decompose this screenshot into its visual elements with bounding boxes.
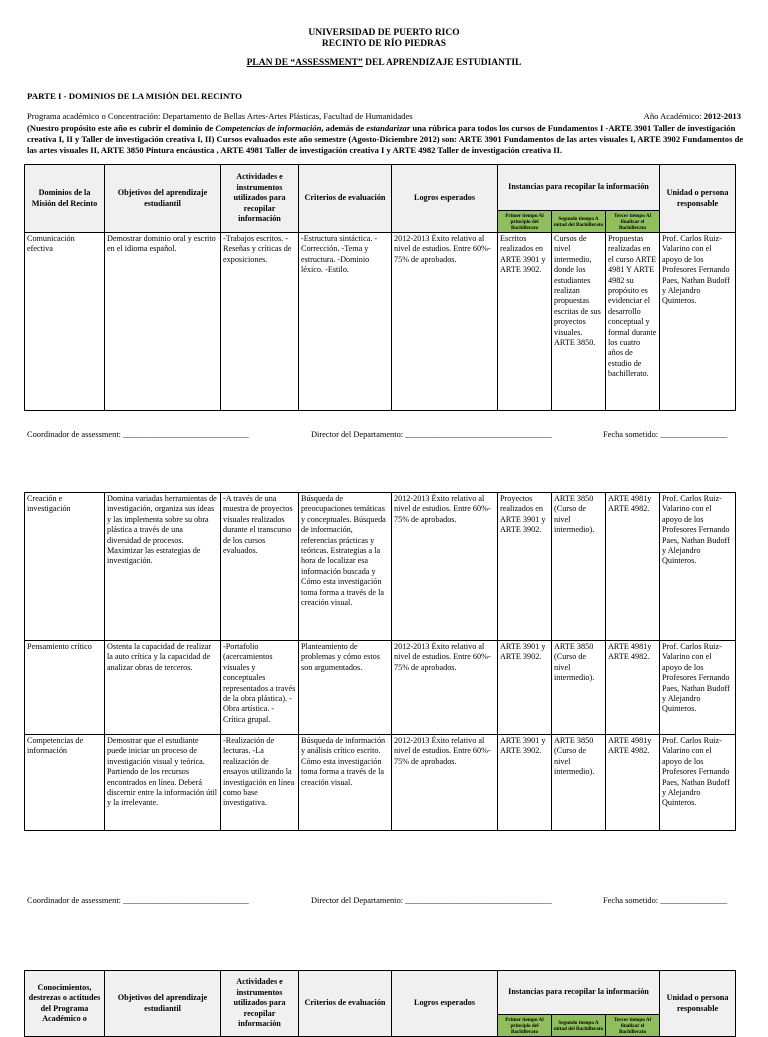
cell-domain: Competencias de información bbox=[25, 735, 105, 831]
assessment-table-2 bbox=[24, 492, 736, 831]
academic-year-value: 2012-2013 bbox=[703, 111, 741, 121]
cell-second-time: ARTE 3850 (Curso de nivel intermedio). bbox=[552, 641, 606, 735]
academic-year bbox=[644, 111, 741, 121]
cell-criteria: -Estructura sintáctica. -Corrección. -Tema y estructura. -Dominio léxico. -Estilo. bbox=[299, 233, 392, 411]
header-first-time: Primer tiempo Al principio del Bachillerato bbox=[498, 211, 552, 233]
header-objectives: Objetivos del aprendizaje estudiantil bbox=[105, 165, 221, 233]
coordinator-signature: Coordinador de assessment: ______________________________ bbox=[27, 430, 249, 439]
header-knowledge: Conocimientos, destrezas o actitudes del Programa Académico o bbox=[25, 971, 105, 1037]
coordinator-signature: Coordinador de assessment: ______________________________ bbox=[27, 896, 249, 905]
cell-activities: -Portafolio (acercamientos visuales y conceptuales representados a través de la obra plástica). -Obra artística. -Crítica grupal. bbox=[221, 641, 299, 735]
purpose-paragraph bbox=[27, 123, 749, 156]
header-goals: Logros esperados bbox=[392, 971, 498, 1037]
header-activities: Actividades e instrumentos utilizados para recopilar información bbox=[221, 971, 299, 1037]
header-domains: Dominios de la Misión del Recinto bbox=[25, 165, 105, 233]
purpose-emphasis-1: Competencias de información bbox=[215, 123, 322, 133]
cell-activities: -Realización de lecturas. -La realización de ensayos utilizando la investigación en línea como base investigativa. bbox=[221, 735, 299, 831]
cell-domain: Comunicación efectiva bbox=[25, 233, 105, 411]
university-name: UNIVERSIDAD DE PUERTO RICO bbox=[308, 28, 460, 38]
cell-objective: Demostrar que el estudiante puede iniciar un proceso de investigación visual y teórica. Partiendo de los recursos encontrados en línea. Deberá discernir entre la información útil y la irrelevante. bbox=[105, 735, 221, 831]
cell-first-time: ARTE 3901 y ARTE 3902. bbox=[498, 735, 552, 831]
director-signature: Director del Departamento: ___________________________________ bbox=[311, 896, 552, 905]
cell-responsible: Prof. Carlos Ruiz-Valarino con el apoyo de los Profesores Fernando Paes, Nathan Budoff y Alejandro Quinteros. bbox=[660, 641, 736, 735]
cell-responsible: Prof. Carlos Ruiz-Valarino con el apoyo de los Profesores Fernando Paes, Nathan Budoff y Alejandro Quinteros. bbox=[660, 233, 736, 411]
header-second-time: Segundo tiempo A mitad del Bachillerato bbox=[552, 1015, 606, 1037]
header-instances: Instancias para recopilar la información bbox=[498, 971, 660, 1015]
cell-objective: Demostrar dominio oral y escrito en el idioma español. bbox=[105, 233, 221, 411]
cell-objective: Ostenta la capacidad de realizar la auto crítica y la capacidad de analizar obras de terceros. bbox=[105, 641, 221, 735]
cell-first-time: ARTE 3901 y ARTE 3902. bbox=[498, 641, 552, 735]
cell-criteria: Búsqueda de información y análisis crítico escrito. Cómo esta investigación toma forma a través de la creación visual. bbox=[299, 735, 392, 831]
cell-responsible: Prof. Carlos Ruiz-Valarino con el apoyo de los Profesores Fernando Paes, Nathan Budoff y Alejandro Quinteros. bbox=[660, 735, 736, 831]
cell-goals: 2012-2013 Éxito relativo al nivel de estudios. Entre 60%- 75% de aprobados. bbox=[392, 233, 498, 411]
director-signature: Director del Departamento: ___________________________________ bbox=[311, 430, 552, 439]
plan-title-rest: DEL APRENDIZAJE ESTUDIANTIL bbox=[362, 58, 522, 68]
header-instances: Instancias para recopilar la información bbox=[498, 165, 660, 211]
campus-name: RECINTO DE RÍO PIEDRAS bbox=[321, 39, 447, 49]
cell-domain: Creación e investigación bbox=[25, 493, 105, 641]
cell-goals: 2012-2013 Éxito relativo al nivel de estudios. Entre 60%- 75% de aprobados. bbox=[392, 493, 498, 641]
date-submitted: Fecha sometido: ________________ bbox=[603, 430, 728, 439]
header-objectives: Objetivos del aprendizaje estudiantil bbox=[105, 971, 221, 1037]
cell-first-time: Escritos realizados en ARTE 3901 y ARTE 3902. bbox=[498, 233, 552, 411]
header-responsible: Unidad o persona responsable bbox=[660, 165, 736, 233]
cell-domain: Pensamiento crítico bbox=[25, 641, 105, 735]
header-responsible: Unidad o persona responsable bbox=[660, 971, 736, 1037]
cell-second-time: Cursos de nivel intermedio, donde los estudiantes realizan propuestas escritas de sus proyectos visuales. ARTE 3850. bbox=[552, 233, 606, 411]
header-first-time: Primer tiempo Al principio del Bachillerato bbox=[498, 1015, 552, 1037]
table-row bbox=[25, 735, 736, 831]
plan-title-underlined: PLAN DE “ASSESSMENT” bbox=[246, 58, 363, 68]
part-title: PARTE I - DOMINIOS DE LA MISIÓN DEL RECINTO bbox=[27, 91, 242, 101]
cell-criteria: Planteamiento de problemas y cómo estos son argumentados. bbox=[299, 641, 392, 735]
cell-goals: 2012-2013 Éxito relativo al nivel de estudios. Entre 60%- 75% de aprobados. bbox=[392, 735, 498, 831]
table-row bbox=[25, 641, 736, 735]
purpose-text-2: , además de bbox=[321, 123, 367, 133]
program-line bbox=[27, 111, 741, 121]
cell-third-time: ARTE 4981y ARTE 4982. bbox=[606, 493, 660, 641]
cell-second-time: ARTE 3850 (Curso de nivel intermedio). bbox=[552, 735, 606, 831]
header-second-time: Segundo tiempo A mitad del Bachillerato bbox=[552, 211, 606, 233]
plan-title bbox=[0, 58, 768, 68]
purpose-text-3: una rúbrica para todos los cursos de Fundamentos I -ARTE 3901 Taller de investigación creativa I, II y Taller de investigación creativa I, II) Cursos evaluados este año semestre (Agosto-Diciembre 2012) son: ARTE 3901 Fundamentos de las artes visuales I, ARTE 3902 Fundamentos de las artes visuales II, ARTE 3850 Pintura encáustica , ARTE 4981 Taller de investigación creativa I y ARTE 4982 Taller de investigación creativa II. bbox=[27, 123, 744, 155]
header-criteria: Criterios de evaluación bbox=[299, 971, 392, 1037]
cell-objective: Domina variadas herramientas de investigación, organiza sus ideas y las implementa sobre su obra plástica a través de una diversidad de procesos. Maximizar las estrategias de investigación. bbox=[105, 493, 221, 641]
cell-responsible: Prof. Carlos Ruiz-Valarino con el apoyo de los Profesores Fernando Paes, Nathan Budoff y Alejandro Quinteros. bbox=[660, 493, 736, 641]
cell-activities: -Trabajos escritos. -Reseñas y críticas de exposiciones. bbox=[221, 233, 299, 411]
table-row bbox=[25, 233, 736, 411]
header-goals: Logros esperados bbox=[392, 165, 498, 233]
cell-activities: -A través de una muestra de proyectos visuales realizados durante el transcurso de los cursos evaluados. bbox=[221, 493, 299, 641]
header-third-time: Tercer tiempo Al finalizar el Bachillerato bbox=[606, 211, 660, 233]
cell-first-time: Proyectos realizados en ARTE 3901 y ARTE 3902. bbox=[498, 493, 552, 641]
table-row bbox=[25, 493, 736, 641]
cell-third-time: ARTE 4981y ARTE 4982. bbox=[606, 641, 660, 735]
cell-goals: 2012-2013 Éxito relativo al nivel de estudios. Entre 60%- 75% de aprobados. bbox=[392, 641, 498, 735]
header-third-time: Tercer tiempo Al finalizar el Bachillerato bbox=[606, 1015, 660, 1037]
purpose-text-1: (Nuestro propósito este año es cubrir el dominio de bbox=[27, 123, 216, 133]
purpose-emphasis-2: estandarizar bbox=[366, 123, 411, 133]
header-criteria: Criterios de evaluación bbox=[299, 165, 392, 233]
cell-third-time: ARTE 4981y ARTE 4982. bbox=[606, 735, 660, 831]
academic-year-label: Año Académico: bbox=[643, 111, 704, 121]
header-activities: Actividades e instrumentos utilizados para recopilar información bbox=[221, 165, 299, 233]
cell-third-time: Propuestas realizadas en el curso ARTE 4981 Y ARTE 4982 su propósito es evidenciar el desarrollo conceptual y formal durante los cuatro años de estudio de bachillerato. bbox=[606, 233, 660, 411]
cell-second-time: ARTE 3850 (Curso de nivel intermedio). bbox=[552, 493, 606, 641]
date-submitted: Fecha sometido: ________________ bbox=[603, 896, 728, 905]
assessment-table-3 bbox=[24, 970, 736, 1037]
assessment-table-1 bbox=[24, 164, 736, 411]
cell-criteria: Búsqueda de preocupaciones temáticas y conceptuales. Búsqueda de información, referencias prácticas y teóricas. Estrategias a la hora de localizar esa información buscada y Cómo esta investigación toma forma a través de la creación visual. bbox=[299, 493, 392, 641]
program-text: Programa académico o Concentración: Departamento de Bellas Artes-Artes Plásticas, Facultad de Humanidades bbox=[27, 111, 413, 121]
